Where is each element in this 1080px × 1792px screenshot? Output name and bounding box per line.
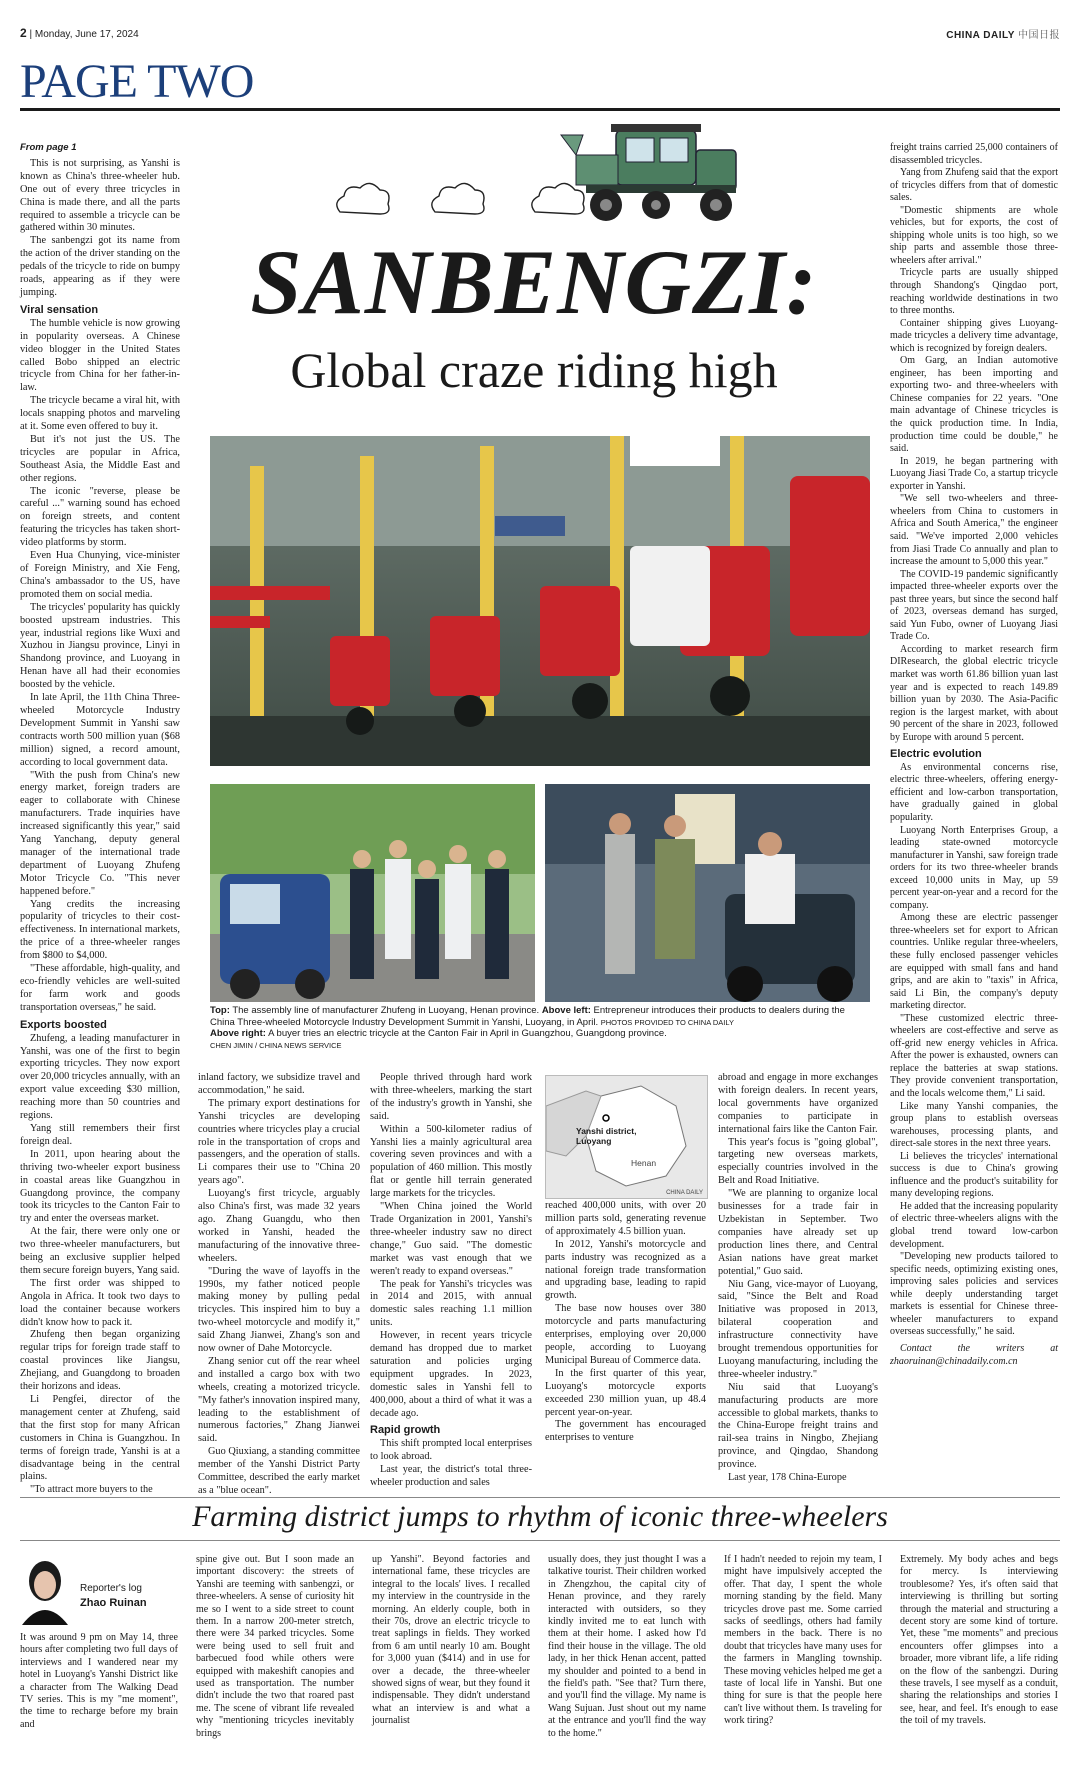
assembly-line-image: [210, 436, 870, 766]
paragraph: In 2019, he began partnering with Luoyang Jiasi Trade Co, a startup tricycle exporter in Yanshi.: [890, 455, 1058, 492]
paragraph: The tricycles' popularity has quickly boosted upstream industries. This year, industrial regions like Wuxi and Xuzhou in Jiangsu province, Linyi in Shandong province, and Luoyang in Henan have all had their economies boosted by the vehicle.: [20, 601, 180, 691]
paragraph: "We are planning to organize local businesses for a trade fair in Uzbekistan in September. Two companies have already set up production lines there, and Central Asian nations have great market potential," Guo said.: [718, 1188, 878, 1277]
feature-column-3: [372, 1554, 530, 1728]
paragraph: Last year, the district's total three-wheeler production and sales: [370, 1464, 532, 1489]
feature-column-4: [548, 1554, 706, 1740]
paragraph: Even Hua Chunying, vice-minister of Foreign Ministry, and Xie Feng, China's ambassador to the US, have promoted them on social media.: [20, 550, 180, 600]
paragraph: Yang from Zhufeng said that the export of tricycles differs from that of domestic sales.: [890, 167, 1058, 204]
paragraph: The government has encouraged enterprises to venture: [545, 1419, 706, 1444]
paragraph: "To attract more buyers to the: [30, 1484, 153, 1496]
paragraph: Among these are electric passenger three-wheelers set for export to African countries. Unlike regular three-wheelers, these fully enclosed passenger vehicles are equipped with small fans and hand grips, and are akin to "taxis" in Africa, said Li Bin, the company's deputy marketing director.: [890, 912, 1058, 1012]
paragraph: "These affordable, high-quality, and eco-friendly vehicles are well-suited for farm work and goods transportation overseas," he said.: [20, 963, 180, 1013]
paragraph: Zhufeng, a leading manufacturer in Yanshi, was one of the first to begin exporting tricycles. They now export over 20,000 tricycles annually, with an export value exceeding $30 million, reaching more than 50 countries and regions.: [20, 1032, 180, 1122]
paragraph: "These customized electric three-wheelers are cost-effective and serve as off-grid new energy vehicles in Africa. After the power is exhausted, owners can replace the batteries at swap stations. They provide convenient transportation, and the locals welcome them," Li said.: [890, 1012, 1058, 1100]
article-column-4: [545, 1200, 706, 1445]
paragraph: Niu Gang, vice-mayor of Luoyang, said, "Since the Belt and Road Initiative was proposed in 2013, bilateral cooperation and infrastructure connectivity have brought tremendous opportunities for Luoyang manufacturing, including the three-wheeler industry.": [718, 1278, 878, 1380]
feature-column-6: [900, 1554, 1058, 1728]
article-column-3: [370, 1072, 532, 1490]
paragraph: "Domestic shipments are whole vehicles, but for exports, the cost of shipping whole units is too high, so we ship parts and assemble those three-wheelers after arrival.": [890, 204, 1058, 266]
canton-fair-image: [545, 784, 870, 1002]
paragraph: "When China joined the World Trade Organization in 2001, Yanshi's three-wheeler industry saw no direct change," Guo said. "The domestic market was vast enough that we weren't ready to expand overseas.": [370, 1201, 532, 1277]
paragraph: However, in recent years tricycle demand has dropped due to market saturation and policies urging equipment upgrades. In 2023, domestic sales in Yanshi fell to 400,000, about a third of what it was a decade ago.: [370, 1330, 532, 1419]
paragraph: He added that the increasing popularity of electric three-wheelers aligns with the global trend toward low-carbon development.: [890, 1200, 1058, 1250]
paragraph: "With the push from China's new energy market, foreign traders are eager to collaborate with Chinese manufacturers. Trade inquiries have increased significantly this year," said Yang Yanchang, deputy general manager of the international trade department of Luoyang Zhufeng Motor Tricycle Co. "This never happened before.": [20, 769, 180, 897]
paragraph: Last year, 178 China-Europe: [728, 1472, 847, 1484]
photo-assembly-line: [210, 436, 870, 766]
paragraph: Zhang senior cut off the rear wheel and installed a cargo box with two wheels, creating a motorized tricycle. "My father's innovation inspired many, leading to the establishment of numerous factories," Zhang Jianwei said.: [198, 1355, 360, 1445]
paragraph: The COVID-19 pandemic significantly impacted three-wheeler exports over the past three years, but since the second half of 2023, overseas demand has surged, said Yun Fubo, owner of Luoyang Jiasi Trade Co.: [890, 568, 1058, 643]
paragraph: In 2012, Yanshi's motorcycle and parts industry was recognized as a national foreign trade transformation and upgrading base, leading to rapid growth.: [545, 1238, 706, 1302]
paragraph: Niu said that Luoyang's manufacturing products are more accessible to global markets, thanks to the China-Europe freight trains and rail-sea trains in Ningbo, Zhejiang province, and Qingdao, Shandong province.: [718, 1381, 878, 1471]
feature-column-2: [196, 1554, 354, 1740]
headline: SANBENGZI:: [250, 231, 818, 333]
paragraph: Zhufeng then began organizing regular trips for foreign trade staff to coastal provinces like Jiangsu, Zhejiang, and Guangdong to broaden their horizons and ideas.: [20, 1329, 180, 1393]
photo-caption: [210, 1005, 870, 1051]
paragraph: This year's focus is "going global", targeting new overseas markets, especially countries involved in the Belt and Road Initiative.: [718, 1136, 878, 1187]
paragraph: But it's not just the US. The tricycles are popular in Africa, Southeast Asia, the Middle East and other regions.: [20, 433, 180, 484]
paragraph: The primary export destinations for Yanshi tricycles are developing countries where tricycles play a crucial role in the transportation of crops and passengers, and the operation of stalls. Li compares their use to "China 20 years ago".: [198, 1097, 360, 1187]
caption-top-label: Top:: [210, 1005, 230, 1016]
caption-right-text: A buyer tries an electric tricycle at the Canton Fair in April in Guangzhou, Guangdong province.: [268, 1028, 667, 1039]
paragraph: Tricycle parts are usually shipped through Shandong's Qingdao port, reaching worldwide destinations in two to three months.: [890, 267, 1058, 317]
paragraph: As environmental concerns rise, electric three-wheelers, offering energy-efficient and low-carbon transportation, have gradually gained in global popularity.: [890, 761, 1058, 823]
subhead-viral: Viral sensation: [20, 303, 99, 316]
map-province-label: Henan: [631, 1158, 657, 1168]
subhead-exports: Exports boosted: [20, 1018, 107, 1031]
paragraph: The sanbengzi got its name from the action of the driver standing on the pedals of the tricycle to ride on bumpy roads, appearing as if they were jumping.: [20, 235, 180, 298]
caption-left-text: Entrepreneur introduces their products to dealers during the China Three-wheeled Motorcycle Industry Development Summit in Yanshi, Luoyang, in April.: [210, 1005, 845, 1028]
paragraph: The humble vehicle is now growing in popularity overseas. A Chinese video blogger in the United States called Bobo shipped an electric tricycle from China for her father-in-law.: [20, 317, 180, 394]
paragraph: In the first quarter of this year, Luoyang's motorcycle exports exceeded 230 million yuan, up 48.4 percent year-on-year.: [545, 1367, 706, 1418]
map-credit: CHINA DAILY: [666, 1190, 703, 1196]
subheadline: Global craze riding high: [290, 342, 778, 398]
paragraph: "We sell two-wheelers and three-wheelers from China to customers in Africa and South America," the engineer said. "We've imported 2,000 vehicles from Jiasi Trade Co annually and plan to increase the amount to 5,000 this year.": [890, 493, 1058, 568]
paragraph: In 2011, upon hearing about the thriving two-wheeler export business in coastal areas like Guangzhou in Guangdong province, the company took its tricycles to the Canton Fair to try and enter the overseas market.: [20, 1148, 180, 1225]
contact-line: Contact the writers at zhaoruinan@chinadaily.com.cn: [890, 1342, 1058, 1367]
paragraph: The first order was shipped to Angola in Africa. It took two days to load the container because workers didn't know how to pack it.: [20, 1277, 180, 1328]
tricycle-illustration: [556, 120, 746, 230]
subhead-rapid: Rapid growth: [370, 1424, 441, 1437]
reporter-label: Reporter's log: [80, 1583, 142, 1594]
from-page-label: From page 1: [20, 142, 77, 153]
masthead: [946, 26, 1060, 41]
article-column-6: [890, 142, 1058, 1368]
paragraph: "Developing new products tailored to specific needs, optimizing existing ones, improving sales policies and services while deeply understanding target markets is essential for Chinese three-wheeler manufacturers to expand overseas successfully," he said.: [890, 1251, 1058, 1338]
paragraph: In late April, the 11th China Three-wheeled Motorcycle Industry Development Summit in Yanshi saw contracts worth 500 million yuan ($68 million) signed, a record amount, according to local government data.: [20, 692, 180, 768]
photo-credit: PHOTOS PROVIDED TO CHINA DAILY: [600, 1017, 734, 1027]
map-location-label: Yanshi district, Luoyang: [576, 1126, 637, 1146]
paragraph: abroad and engage in more exchanges with foreign dealers. In recent years, local governments have organized companies to participate in international fairs like the Canton Fair.: [718, 1072, 878, 1135]
paragraph: inland factory, we subsidize travel and accommodation," he said.: [198, 1072, 360, 1096]
page-number: 2: [20, 26, 27, 40]
paragraph: reached 400,000 units, with over 20 million parts sold, generating revenue of approximately 4.5 billion yuan.: [545, 1200, 706, 1237]
paragraph: up Yanshi". Beyond factories and international fame, these tricycles are integral to the locals' lives. I recalled my interview in the countryside in the morning. An elderly couple, both in their 70s, drove an electric tricycle to treat saplings in fields. They worked from 6 am until nearly 10 am. Bought for 3,000 yuan ($414) and in use for over a decade, the three-wheeler showed signs of wear, but they found it indispensable. They didn't understand what an interview is and what a journalist: [372, 1554, 530, 1727]
paper-name-cn: 中国日报: [1018, 30, 1060, 41]
feature-title: Farming district jumps to rhythm of iconic three-wheelers: [192, 1500, 888, 1533]
photo-credit: CHEN JIMIN / CHINA NEWS SERVICE: [210, 1040, 342, 1050]
feature-bottom-rule: [20, 1540, 1060, 1541]
paragraph: Extremely. My body aches and begs for mercy. Is interviewing troublesome? Yes, it's often said that interviewing is thrilling but sorting through the material and structuring a decent story are some kind of torture. Yet, these "me moments" and precious encounters offer glimpses into a broader, more vibrant life, a life riding on the flow of the sanbengzi. During these travels, I see myself as a conduit, sharing the relationships and stories I see, hear, and feel. It's enough to ease the toil of my travels.: [900, 1554, 1058, 1727]
paragraph: freight trains carried 25,000 containers of disassembled tricycles.: [890, 142, 1058, 166]
paragraph: At the fair, there were only one or two three-wheeler manufacturers, but being an exclusive supplier helped them secure foreign buyers, Yang said.: [20, 1226, 180, 1276]
paragraph: Li believes the tricycles' international success is due to China's growing influence and the product's suitability for many developing regions.: [890, 1150, 1058, 1200]
caption-top-text: The assembly line of manufacturer Zhufeng in Luoyang, Henan province.: [232, 1005, 540, 1016]
reporter-name: Zhao Ruinan: [80, 1597, 147, 1609]
summit-image: [210, 784, 535, 1002]
paragraph: Om Garg, an Indian automotive engineer, has been importing and exporting two- and three-wheelers with Chinese companies for 22 years. "One main advantage of Chinese tricycles is the quick production time. In India, production time could be double," he said.: [890, 355, 1058, 455]
photo-summit: [210, 784, 535, 1002]
paragraph: Container shipping gives Luoyang-made tricycles a delivery time advantage, which is recognized by foreign dealers.: [890, 317, 1058, 354]
reporter-avatar: [20, 1555, 70, 1625]
caption-left-label: Above left:: [541, 1005, 591, 1016]
article-column-1: [20, 142, 180, 1497]
paragraph: Luoyang's first tricycle, arguably also China's first, was made 32 years ago. Zhang Guangdu, who then worked in Yanshi, headed the manufacturing of the innovative three-wheelers.: [198, 1188, 360, 1264]
article-column-5: [718, 1072, 878, 1485]
paragraph: The peak for Yanshi's tricycles was in 2014 and 2015, with annual domestic sales reaching 1.1 million units.: [370, 1278, 532, 1329]
feature-column-5: [724, 1554, 882, 1728]
paragraph: The tricycle became a viral hit, with locals snapping photos and marveling at it. Some even offered to buy it.: [20, 395, 180, 433]
paragraph: Yang credits the increasing popularity of tricycles to their cost-effectiveness. In international markets, the price of a three-wheeler ranges from $800 to $4,000.: [20, 898, 180, 962]
subhead-electric: Electric evolution: [890, 748, 982, 761]
paragraph: This is not surprising, as Yanshi is known as China's three-wheeler hub. One out of every three tricycles in China is made there, and all the parts required to assemble a tricycle can be gathered within 30 minutes.: [20, 157, 180, 234]
paragraph: usually does, they just thought I was a talkative tourist. Their children worked in Zhengzhou, the capital city of Henan province, and they rarely interacted with outsiders, so they kindly invited me to eat lunch with them at their home. I asked how I'd find their house in the village. The old lady, in her thick Henan accent, patted my shoulder and pointed to a bend in the field's path. "See that? Turn there, and you'll find the village. My name is Wang Sujuan. Just shout out my name at the entrance and you'll find the way to the home.": [548, 1554, 706, 1739]
page-header: [20, 26, 1060, 46]
section-title: PAGE TWO: [20, 55, 254, 108]
photo-canton-fair: [545, 784, 870, 1002]
paragraph: Li Pengfei, director of the management center at Zhufeng, said that the first stop for many African customers in China is Guangzhou. In terms of foreign trade, Yanshi is at a disadvantage being in the central plains.: [20, 1394, 180, 1483]
feature-top-rule: [20, 1497, 1060, 1498]
paragraph: Guo Qiuxiang, a standing committee member of the Yanshi District Party Committee, described the early market as a "blue ocean".: [198, 1446, 360, 1496]
caption-right-label: Above right:: [210, 1028, 266, 1039]
title-rule: [20, 108, 1060, 111]
paragraph: spine give out. But I soon made an important discovery: the streets of Yanshi are teeming with sanbengzi, or three-wheelers. A sense of curiosity hit me so I went to a side street to count them. In a narrow 200-meter stretch, there were 34 parked tricycles. Some were being used to sell fruit and barbecued food while others were equipped with makeshift canopies and used as transportation. The number didn't include the two that roared past me. The scene of vibrant life revealed why "mentioning tricycles inevitably brings: [196, 1554, 354, 1739]
paper-name: CHINA DAILY: [946, 30, 1015, 41]
paragraph: Yang still remembers their first foreign deal.: [20, 1122, 180, 1147]
paragraph: This shift prompted local enterprises to look abroad.: [370, 1438, 532, 1463]
paragraph: Within a 500-kilometer radius of Yanshi lies a mainly agricultural area covering seven provinces and with a population of 460 million. This mostly flat or gentle hill terrain generated large markets for the tricycles.: [370, 1123, 532, 1200]
paragraph: Luoyang North Enterprises Group, a leading state-owned motorcycle manufacturer in Yanshi, saw foreign trade orders for its two three-wheeler brands exceed 10,000 units in May, up 59 percent year-on-year and a record for the company.: [890, 824, 1058, 911]
page-date: Monday, June 17, 2024: [34, 29, 139, 40]
paragraph: The iconic "reverse, please be careful ..." warning sound has echoed on foreign streets, and content featuring the tricycles has taken short-video platforms by storm.: [20, 485, 180, 549]
paragraph: The base now houses over 380 motorcycle and parts manufacturing enterprises, employing over 20,000 people, according to Luoyang Municipal Bureau of Commerce data.: [545, 1303, 706, 1366]
feature-column-1: [20, 1632, 178, 1731]
paragraph: If I hadn't needed to rejoin my team, I might have impulsively accepted the offer. That day, I spent the whole morning standing by the field. Many tricycles drove past me. Some carried sacks of seedlings, others had family members in the back. There is no doubt that tricycles have many uses for the farmers in Mangling township. These moving vehicles helped me get a taste of local life in Yanshi. But one thing for sure is that the people here can't live without them. Is traveling for work tiring?: [724, 1554, 882, 1727]
map-locator: [545, 1075, 708, 1199]
header-separator: |: [29, 29, 35, 40]
paragraph: It was around 9 pm on May 14, three hours after completing two full days of interviews and I wandered near my hotel in Luoyang's Yanshi District like a character from The Walking Dead TV series. This is my "me moment", the time to recharge before my brain and: [20, 1632, 178, 1730]
article-column-2: [198, 1072, 360, 1498]
paragraph: People thrived through hard work with three-wheelers, marking the start of the industry's growth in Yanshi, she said.: [370, 1072, 532, 1122]
paragraph: "During the wave of layoffs in the 1990s, my father noticed people making money by pulling pedal tricycles. This inspired him to buy a two-wheel motorcycle and modify it," said Zhang Jianwei, Zhang's son and now owner of Dahe Motorcycle.: [198, 1265, 360, 1355]
paragraph: Like many Yanshi companies, the group plans to establish overseas warehouses, processing plants, and direct-sale stores in the next three years.: [890, 1100, 1058, 1150]
paragraph: According to market research firm DIResearch, the global electric tricycle market was worth 61.86 billion yuan last year and is expected to reach 149.89 billion yuan by 2030. The Asia-Pacific region is the largest market, with about 90 percent of the share in 2023, followed by Europe with around 5 percent.: [890, 643, 1058, 743]
